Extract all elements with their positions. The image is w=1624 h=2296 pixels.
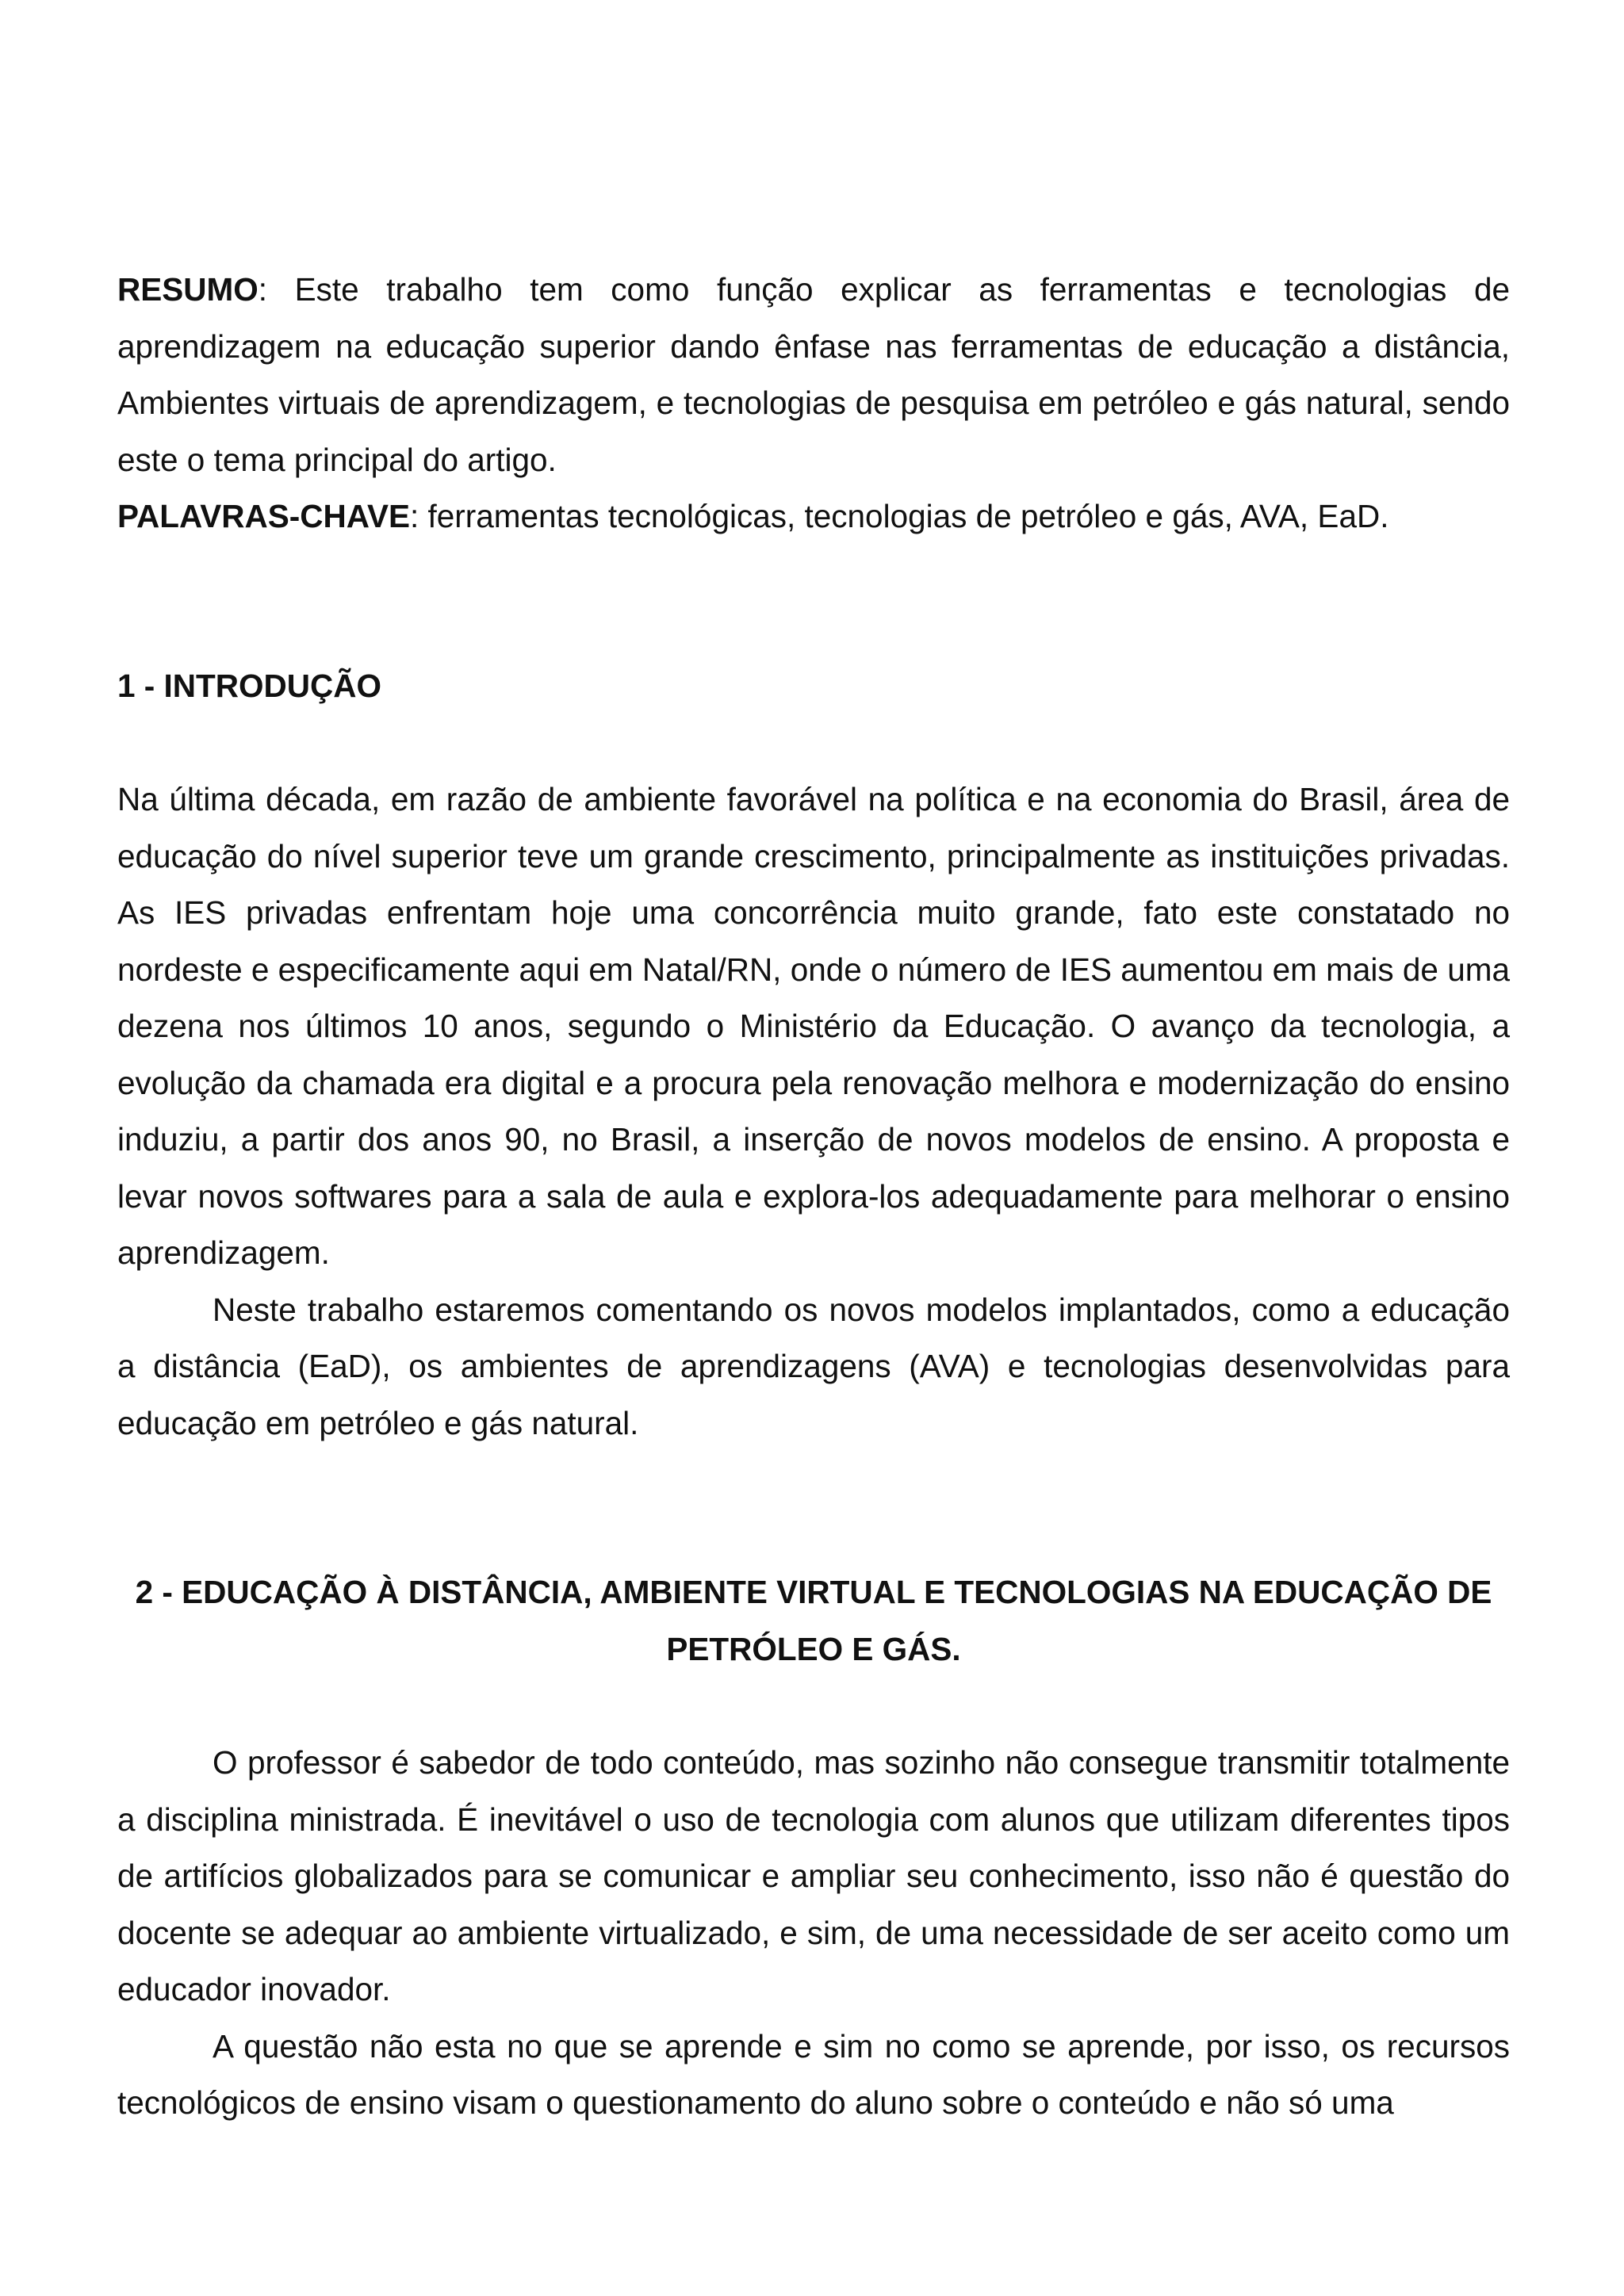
document-page [117,262,1510,2132]
section-2-paragraph-1: O professor é sabedor de todo conteúdo, mas sozinho não consegue transmitir totalmente a disciplina ministrada. É inevitável o uso de tecnologia com alunos que utilizam diferentes tipos de artifícios globalizados para se comunicar e ampliar seu conhecimento, isso não é questão do docente se adequar ao ambiente virtualizado, e sim, de uma necessidade de ser aceito como um educador inovador. [117,1744,1510,2007]
section-2-heading: 2 - EDUCAÇÃO À DISTÂNCIA, AMBIENTE VIRTUAL E TECNOLOGIAS NA EDUCAÇÃO DE PETRÓLEO E GÁS. [135,1574,1492,1667]
section-1-paragraph-2: Neste trabalho estaremos comentando os novos modelos implantados, como a educação a distância (EaD), os ambientes de aprendizagens (AVA) e tecnologias desenvolvidas para educação em petróleo e gás natural. [117,1291,1510,1441]
abstract-label: RESUMO [117,271,259,308]
section-1-paragraph-1: Na última década, em razão de ambiente favorável na política e na economia do Brasil, área de educação do nível superior teve um grande crescimento, principalmente as instituições privadas. As IES privadas enfrentam hoje uma concorrência muito grande, fato este constatado no nordeste e especificamente aqui em Natal/RN, onde o número de IES aumentou em mais de uma dezena nos últimos 10 anos, segundo o Ministério da Educação. O avanço da tecnologia, a evolução da chamada era digital e a procura pela renovação melhora e modernização do ensino induziu, a partir dos anos 90, no Brasil, a inserção de novos modelos de ensino. A proposta e levar novos softwares para a sala de aula e explora-los adequadamente para melhorar o ensino aprendizagem. [117,781,1510,1271]
section-2-paragraph-2: A questão não esta no que se aprende e sim no como se aprende, por isso, os recursos tecnológicos de ensino visam o questionamento do aluno sobre o conteúdo e não só uma [117,2027,1510,2121]
keywords-label: PALAVRAS-CHAVE [117,498,411,534]
abstract-paragraph [117,262,1510,488]
section-1-body [117,771,1510,1452]
section-1-heading: 1 - INTRODUÇÃO [117,667,381,704]
section-2-body [117,1735,1510,2132]
keywords-text: : ferramentas tecnológicas, tecnologias de petróleo e gás, AVA, EaD. [410,498,1389,534]
keywords-paragraph [117,488,1510,545]
abstract-text: : Este trabalho tem como função explicar as ferramentas e tecnologias de aprendizagem na educação superior dando ênfase nas ferramentas de educação a distância, Ambientes virtuais de aprendizagem, e tecnologias de pesquisa em petróleo e gás natural, sendo este o tema principal do artigo. [117,271,1510,478]
abstract-block [117,262,1510,545]
